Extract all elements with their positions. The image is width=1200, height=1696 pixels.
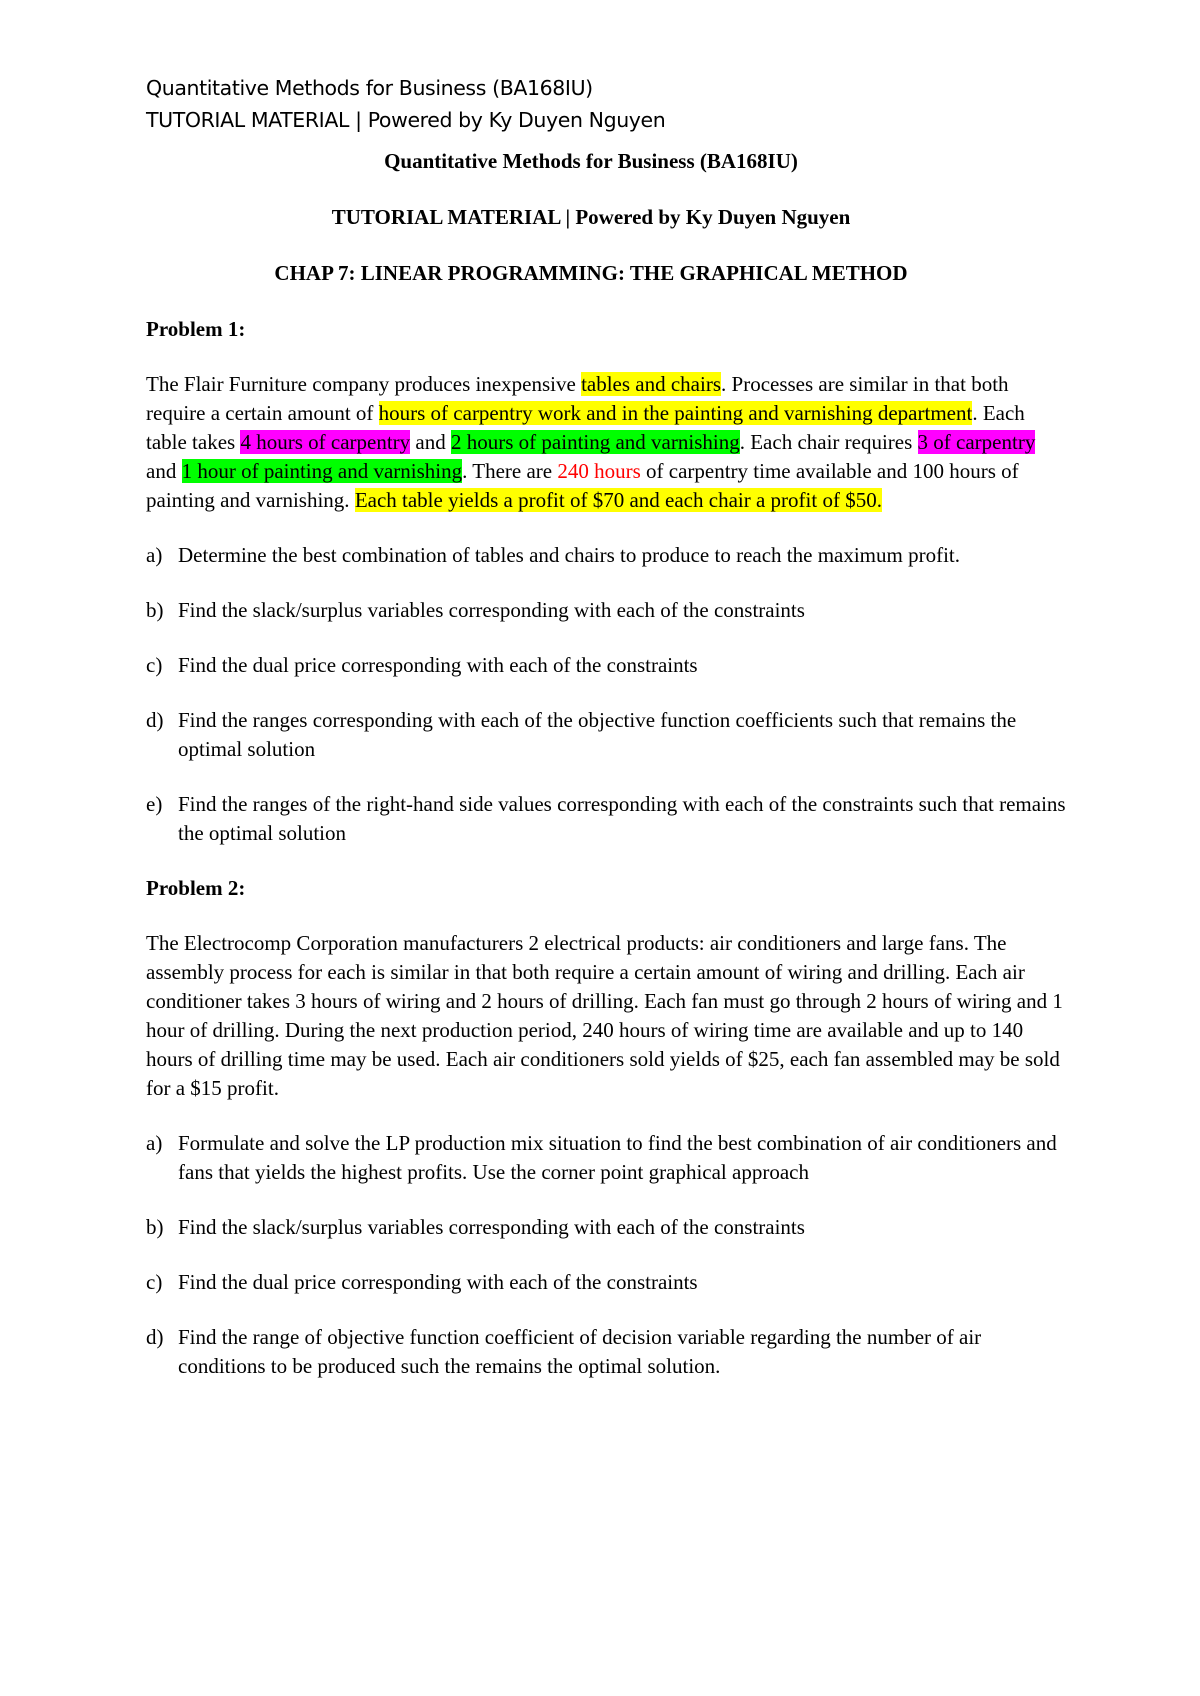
highlight-magenta: 4 hours of carpentry [240, 430, 411, 454]
question-marker: c) [146, 1270, 163, 1294]
question-marker: a) [146, 1131, 163, 1155]
question-item [146, 1213, 1066, 1242]
doc-title-course: Quantitative Methods for Business (BA168IU) [384, 149, 798, 173]
problem-2-title: Problem 2: [146, 876, 246, 900]
question-item [146, 790, 1066, 848]
question-text: Find the dual price corresponding with each of the constraints [178, 653, 698, 677]
question-marker: e) [146, 792, 163, 816]
highlight-green: 2 hours of painting and varnishing [451, 430, 740, 454]
text-segment: . Each chair requires [739, 430, 918, 454]
question-item [146, 706, 1066, 764]
question-text: Find the ranges of the right-hand side values corresponding with each of the constraints such that remains the optimal solution [178, 792, 1066, 845]
problem-1-paragraph [146, 370, 1066, 515]
highlight-magenta: 3 of carpentry [917, 430, 1036, 454]
question-item [146, 651, 1066, 680]
question-text: Formulate and solve the LP production mix situation to find the best combination of air conditioners and fans that yields the highest profits. Use the corner point graphical approach [178, 1131, 1057, 1184]
text-segment: . Processes are similar in that both require a certain amount of [146, 372, 1009, 425]
highlight-green: 1 hour of painting and varnishing [181, 459, 463, 483]
text-segment: and [146, 459, 182, 483]
question-marker: d) [146, 708, 164, 732]
question-item [146, 1268, 1066, 1297]
problem-1-questions [146, 541, 1066, 848]
red-text: 240 hours [557, 459, 641, 483]
text-segment: of carpentry time available and 100 hours of painting and varnishing. [146, 459, 1019, 512]
text-segment: . There are [462, 459, 558, 483]
question-item [146, 1323, 1066, 1381]
problem-1-title: Problem 1: [146, 317, 246, 341]
question-text: Determine the best combination of tables and chairs to produce to reach the maximum profit. [178, 543, 961, 567]
question-marker: b) [146, 1215, 164, 1239]
doc-title-tutorial: TUTORIAL MATERIAL | Powered by Ky Duyen Nguyen [331, 205, 851, 229]
question-text: Find the slack/surplus variables corresponding with each of the constraints [178, 598, 805, 622]
highlight-yellow: tables and chairs [581, 372, 722, 396]
text-segment: and [410, 430, 451, 454]
question-marker: a) [146, 543, 163, 567]
highlight-yellow: hours of carpentry work and in the painting and varnishing department [378, 401, 973, 425]
question-text: Find the slack/surplus variables corresponding with each of the constraints [178, 1215, 805, 1239]
chapter-title: CHAP 7: LINEAR PROGRAMMING: THE GRAPHICAL METHOD [274, 261, 908, 285]
problem-2-paragraph: The Electrocomp Corporation manufacturers 2 electrical products: air conditioners and large fans. The assembly process for each is similar in that both require a certain amount of wiring and drilling. Each air conditioner takes 3 hours of wiring and 2 hours of drilling. Each fan must go through 2 hours of wiring and 1 hour of drilling. During the next production period, 240 hours of wiring time are available and up to 140 hours of drilling time may be used. Each air conditioners sold yields of $25, each fan assembled may be sold for a $15 profit. [146, 931, 1063, 1100]
question-text: Find the range of objective function coefficient of decision variable regarding the number of air conditions to be produced such the remains the optimal solution. [178, 1325, 982, 1378]
problem-2-questions [146, 1129, 1066, 1381]
question-marker: c) [146, 653, 163, 677]
header-tutorial-line: TUTORIAL MATERIAL | Powered by Ky Duyen Nguyen [146, 108, 666, 132]
question-item [146, 596, 1066, 625]
question-marker: d) [146, 1325, 164, 1349]
highlight-yellow: Each table yields a profit of $70 and each chair a profit of $50. [354, 488, 882, 512]
page-header [146, 72, 665, 136]
question-text: Find the ranges corresponding with each of the objective function coefficients such that remains the optimal solution [178, 708, 1017, 761]
text-segment: The Flair Furniture company produces inexpensive [146, 372, 582, 396]
header-course-line: Quantitative Methods for Business (BA168IU) [146, 76, 593, 100]
text-segment: . Each table takes [146, 401, 1025, 454]
question-text: Find the dual price corresponding with each of the constraints [178, 1270, 698, 1294]
question-item [146, 541, 1066, 570]
question-item [146, 1129, 1066, 1187]
document-body [146, 147, 1066, 1407]
question-marker: b) [146, 598, 164, 622]
